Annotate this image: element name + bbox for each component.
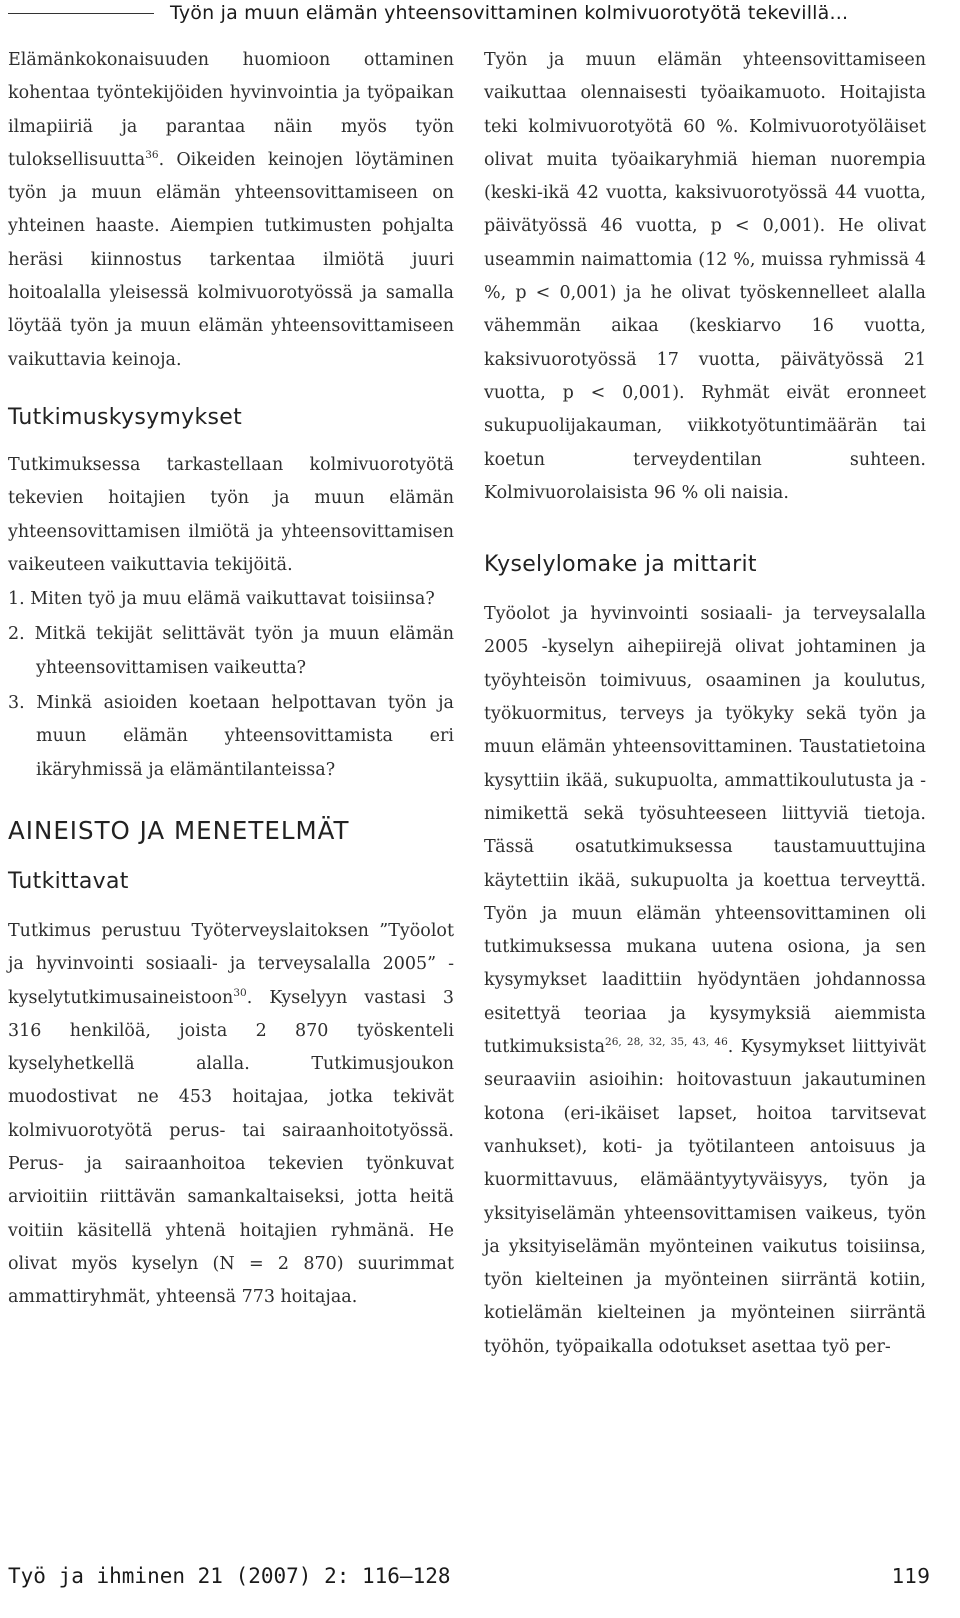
- header-rule: [8, 13, 154, 14]
- survey-text-b: . Kysymykset liittyivät seuraaviin asioihin: hoitovastuun jakautuminen kotona (eri-ikäiset lapset, hoitoa tarvitsevat vanhukset), koti- ja työtilanteen antoisuus ja kuormittavuus, elämääntyytyväisyys, työn ja yksityiselämän yhteensovittamisen vaikeus, työn ja yksityiselämän myönteinen vaikutus toisiinsa, työn kielteinen ja myönteinen siirräntä kotiin, kotielämän kielteinen ja myönteinen siirräntä työhön, työpaikalla odotukset asettaa työ per-: [484, 1037, 927, 1357]
- right-column: [484, 44, 926, 1364]
- subjects-paragraph: [8, 915, 454, 1315]
- question-item: 3. Minkä asioiden koetaan helpottavan työn ja muun elämän yhteensovittamista eri ikäryhmissä ja elämäntilanteissa?: [8, 693, 454, 780]
- survey-paragraph: [484, 598, 926, 1364]
- left-column: [8, 44, 454, 1315]
- intro-text-b: . Oikeiden keinojen löytäminen työn ja muun elämän yhteensovittamiseen on yhteinen haaste. Aiempien tutkimusten pohjalta heräsi kiinnostus tarkentaa ilmiötä juuri hoitoalalla yleisessä kolmivuorotyössä ja samalla löytää työn ja muun elämän yhteensovittamiseen vaikuttavia keinoja.: [8, 149, 454, 370]
- subjects-heading: Tutkittavat: [8, 868, 129, 894]
- survey-text-a: Työolot ja hyvinvointi sosiaali- ja terveysalalla 2005 -kyselyn aihepiirejä olivat johtaminen ja työyhteisön toimivuus, osaaminen ja koulutus, työkuormitus, terveys ja työkyky sekä työn ja muun elämän yhteensovittaminen. Taustatietoina kysyttiin ikää, sukupuolta, ammattikoulutusta ja -nimikettä sekä työsuhteeseen liittyviä tietoja. Tässä osatutkimuksessa taustamuuttujina käytettiin ikää, sukupuolta ja koettua terveyttä. Työn ja muun elämän yhteensovittaminen oli tutkimuksessa mukana uutena osiona, ja sen kysymykset laadittiin hyödyntäen johdannossa esitettyä teoriaa ja kysymyksiä aiemmista tutkimuksista: [484, 604, 926, 1058]
- page-number: 119: [891, 1564, 930, 1588]
- question-item: 2. Mitkä tekijät selittävät työn ja muun elämän yhteensovittamisen vaikeutta?: [8, 624, 454, 678]
- methods-heading: AINEISTO JA MENETELMÄT: [8, 815, 350, 845]
- subjects-continued: Työn ja muun elämän yhteensovittamiseen vaikuttaa olennaisesti työaikamuoto. Hoitajista teki kolmivuorotyötä 60 %. Kolmivuorotyöläiset olivat muita työaikaryhmiä hieman nuorempia (keski-ikä 42 vuotta, kaksivuorotyössä 44 vuotta, päivätyössä 46 vuotta, p < 0,001). He olivat useammin naimattomia (12 %, muissa ryhmissä 4 %, p < 0,001) ja he olivat työskennelleet alalla vähemmän aikaa (keskiarvo 16 vuotta, kaksivuorotyössä 17 vuotta, päivätyössä 21 vuotta, p < 0,001). Ryhmät eivät eronneet sukupuolijakauman, viikkotyötuntimäärän tai koetun terveydentilan suhteen. Kolmivuorolaisista 96 % oli naisia.: [484, 50, 926, 503]
- journal-citation: Työ ja ihminen 21 (2007) 2: 116—128: [8, 1564, 451, 1588]
- subjects-text-a: Tutkimus perustuu Työterveyslaitoksen ”Työolot ja hyvinvointi sosiaali- ja terveysalalla 2005” -kyselytutkimusaineistoon: [8, 920, 454, 1008]
- intro-paragraph: [8, 44, 454, 377]
- subjects-reference: 30: [233, 986, 247, 999]
- intro-text-a: Elämänkokonaisuuden huomioon ottaminen kohentaa työntekijöiden hyvinvointia ja työpaikan ilmapiiriä ja parantaa näin myös työn tuloksellisuutta: [8, 50, 454, 170]
- questions-intro: Tutkimuksessa tarkastellaan kolmivuorotyötä tekevien hoitajien työn ja muun elämän yhteensovittamisen ilmiötä ja yhteensovittamisen vaikeuteen vaikuttavia tekijöitä.: [8, 454, 454, 575]
- running-header: [0, 0, 960, 30]
- intro-reference: 36: [145, 149, 159, 162]
- research-questions: [8, 583, 454, 787]
- question-item: 1. Miten työ ja muu elämä vaikuttavat toisiinsa?: [8, 589, 435, 610]
- running-title: Työn ja muun elämän yhteensovittaminen kolmivuorotyötä tekevillä...: [170, 2, 849, 24]
- survey-reference: 26, 28, 32, 35, 43, 46: [605, 1036, 728, 1049]
- survey-heading: Kyselylomake ja mittarit: [484, 552, 757, 578]
- questions-heading: Tutkimuskysymykset: [8, 404, 243, 430]
- subjects-text-b: . Kyselyyn vastasi 3 316 henkilöä, joista 2 870 työskenteli kyselyhetkellä alalla. Tutkimusjoukon muodostivat ne 453 hoitajaa, jotka tekivät kolmivuorotyötä perus- tai sairaanhoitotyössä. Perus- ja sairaanhoitoa tekevien työnkuvat arvioitiin riittävän samankaltaiseksi, jotta heitä voitiin käsitellä yhtenä hoitajien ryhmänä. He olivat myös kyselyn (N = 2 870) suurimmat ammattiryhmät, yhteensä 773 hoitajaa.: [8, 987, 454, 1308]
